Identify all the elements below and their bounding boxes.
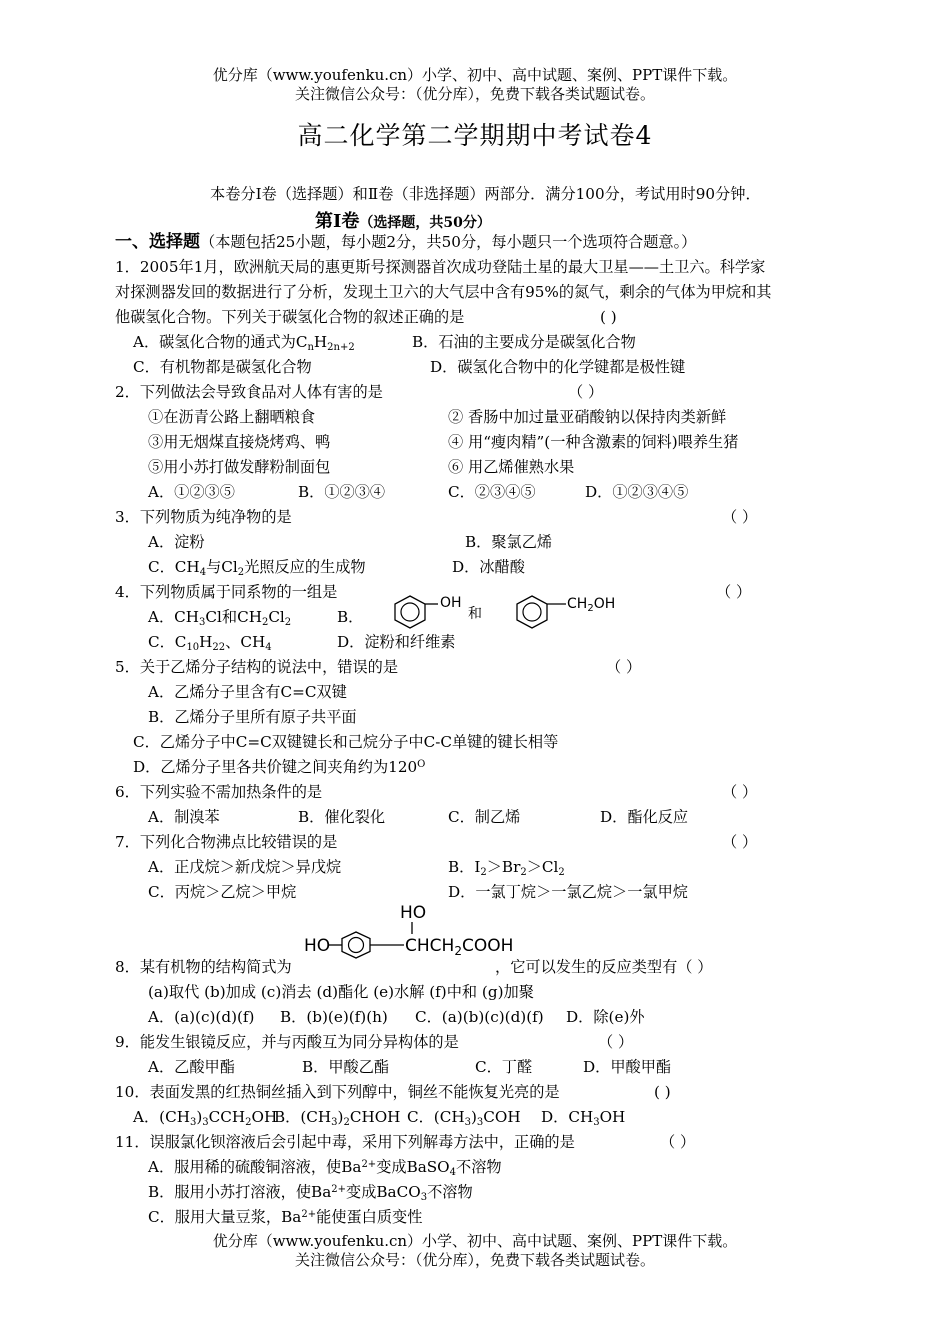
section-1-desc: （本题包括25小题，每小题2分，共50分，每小题只一个选项符合题意。） xyxy=(200,233,697,251)
q6-option-a: A．制溴苯 xyxy=(148,808,220,826)
q8-benzene-ring xyxy=(342,932,370,958)
q4-stem: 4．下列物质属于同系物的一组是 xyxy=(115,583,338,601)
q2-item-6: ⑥ 用乙烯催熟水果 xyxy=(448,458,575,476)
q2-option-a: A．①②③⑤ xyxy=(148,483,235,501)
q1-stem-line-3: 他碳氢化合物。下列关于碳氢化合物的叙述正确的是 xyxy=(115,308,465,326)
q9-stem: 9．能发生银镜反应，并与丙酸互为同分异构体的是 xyxy=(115,1033,459,1051)
q2-item-1: ①在沥青公路上翻晒粮食 xyxy=(148,408,316,426)
q9-answer-paren: （ ） xyxy=(598,1033,634,1051)
q11-option-b: B．服用小苏打溶液，使$Ba^{2+}$变成BaCO$_3$不溶物 xyxy=(148,1183,473,1203)
q5-stem: 5．关于乙烯分子结构的说法中，错误的是 xyxy=(115,658,399,676)
q10-answer-paren: ( ) xyxy=(654,1083,671,1101)
q7-answer-paren: （ ） xyxy=(722,833,758,851)
part-1-note: （选择题，共50分） xyxy=(359,215,491,231)
q4-option-a: A．$CH_3Cl$和$CH_2Cl_2$ xyxy=(148,608,292,628)
q8-option-c: C．(a)(b)(c)(d)(f) xyxy=(415,1008,544,1026)
q7-option-d: D．一氯丁烷＞一氯乙烷＞一氯甲烷 xyxy=(448,883,688,901)
q8-ho-top-label: HO xyxy=(400,903,427,923)
q9-option-b: B．甲酸乙酯 xyxy=(302,1058,390,1076)
header-line-1: 优分库（www.youfenku.cn）小学、初中、高中试题、案例、PPT课件下载。 xyxy=(212,66,738,84)
q1-option-d: D．碳氢化合物中的化学键都是极性键 xyxy=(430,358,686,376)
q11-option-c: C．服用大量豆浆，$Ba^{2+}$能使蛋白质变性 xyxy=(148,1208,423,1226)
q10-option-b: B．$(CH_3)_2CHOH$ xyxy=(274,1108,401,1128)
q8-ho-left-label: HO xyxy=(304,936,331,956)
q1-option-c: C．有机物都是碳氢化合物 xyxy=(133,358,312,376)
footer-line-2: 关注微信公众号：（优分库），免费下载各类试题试卷。 xyxy=(294,1251,655,1269)
q3-option-a: A．淀粉 xyxy=(148,533,205,551)
part-1-heading xyxy=(315,207,491,233)
q7-option-a: A．正戊烷＞新戊烷＞异戊烷 xyxy=(148,858,342,876)
q5-option-a: A．乙烯分子里含有C=C双键 xyxy=(148,683,347,701)
q9-option-d: D．甲酸甲酯 xyxy=(583,1058,672,1076)
section-1-label: 一、选择题 xyxy=(115,232,200,252)
phenol-structure xyxy=(395,595,462,628)
q6-option-c: C．制乙烯 xyxy=(448,808,521,826)
q4-structures-figure xyxy=(380,588,640,636)
q5-option-c: C．乙烯分子中C=C双键键长和己烷分子中C-C单键的键长相等 xyxy=(133,733,559,751)
footer-line-1: 优分库（www.youfenku.cn）小学、初中、高中试题、案例、PPT课件下载。 xyxy=(212,1232,738,1250)
q10-option-d: D．$CH_3OH$ xyxy=(541,1108,626,1128)
q2-item-5: ⑤用小苏打做发酵粉制面包 xyxy=(148,458,331,476)
q3-stem: 3．下列物质为纯净物的是 xyxy=(115,508,292,526)
part-1-label: 第Ⅰ卷 xyxy=(315,211,360,232)
q6-option-d: D．酯化反应 xyxy=(600,808,689,826)
q10-option-a: A．$(CH_3)_3CCH_2OH$ xyxy=(133,1108,278,1128)
q2-answer-paren: （ ） xyxy=(568,383,604,401)
page-title: 高二化学第二学期期中考试卷4 xyxy=(297,121,653,150)
q8-stem: 8．某有机物的结构简式为 xyxy=(115,958,292,976)
benzyl-alcohol-structure xyxy=(517,596,615,628)
phenol-oh-label: OH xyxy=(440,595,462,611)
q8-stem-tail: ，它可以发生的反应类型有（ ） xyxy=(495,958,713,976)
q2-item-2: ② 香肠中加过量亚硝酸钠以保持肉类新鲜 xyxy=(448,408,727,426)
q2-option-d: D．①②③④⑤ xyxy=(585,483,689,501)
q3-option-b: B．聚氯乙烯 xyxy=(465,533,553,551)
q11-option-a: A．服用稀的硫酸铜溶液，使$Ba^{2+}$变成BaSO$_4$不溶物 xyxy=(148,1158,502,1178)
q5-option-b: B．乙烯分子里所有原子共平面 xyxy=(148,708,357,726)
q9-option-a: A．乙酸甲酯 xyxy=(148,1058,235,1076)
q1-answer-paren: ( ) xyxy=(600,308,617,326)
q2-stem: 2．下列做法会导致食品对人体有害的是 xyxy=(115,383,383,401)
q1-stem-line-1: 1．2005年1月，欧洲航天局的惠更斯号探测器首次成功登陆土星的最大卫星——土卫六。科学家 xyxy=(115,258,766,276)
q10-stem: 10．表面发黑的红热铜丝插入到下列醇中，铜丝不能恢复光亮的是 xyxy=(115,1083,560,1101)
q3-answer-paren: （ ） xyxy=(722,508,758,526)
q4-option-c: C．$C_{10}H_{22}$、$CH_4$ xyxy=(148,633,272,653)
q8-reaction-types: (a)取代 (b)加成 (c)消去 (d)酯化 (e)水解 (f)中和 (g)加聚 xyxy=(148,983,534,1001)
q7-option-c: C．丙烷＞乙烷＞甲烷 xyxy=(148,883,297,901)
q2-option-b: B．①②③④ xyxy=(298,483,386,501)
q9-option-c: C．丁醛 xyxy=(475,1058,533,1076)
q6-answer-paren: （ ） xyxy=(722,783,758,801)
q5-option-d: D．乙烯分子里各共价键之间夹角约为$120^O$ xyxy=(133,758,426,776)
q4-answer-paren: （ ） xyxy=(716,583,752,601)
q7-option-b: B．$I_2>Br_2>Cl_2$ xyxy=(448,858,565,878)
q4-option-d: D．淀粉和纤维素 xyxy=(337,633,456,651)
benzyl-ch2oh-label: $CH_2OH$ xyxy=(567,596,616,614)
q7-stem: 7．下列化合物沸点比较错误的是 xyxy=(115,833,338,851)
q11-answer-paren: （ ） xyxy=(660,1133,696,1151)
q8-option-a: A．(a)(c)(d)(f) xyxy=(148,1008,255,1026)
q4-and-label: 和 xyxy=(468,606,482,622)
q3-option-c: C．$CH_4$与$Cl_2$光照反应的生成物 xyxy=(148,558,366,578)
q6-stem: 6．下列实验不需加热条件的是 xyxy=(115,783,323,801)
q1-option-b: B．石油的主要成分是碳氢化合物 xyxy=(412,333,636,351)
q8-option-b: B．(b)(e)(f)(h) xyxy=(280,1008,388,1026)
q8-option-d: D．除(e)外 xyxy=(566,1008,645,1026)
q2-item-4: ④ 用“瘦肉精”(一种含激素的饲料)喂养生猪 xyxy=(448,433,739,451)
q8-chain-label: $CHCH_2COOH$ xyxy=(405,936,514,958)
exam-intro: 本卷分Ⅰ卷（选择题）和Ⅱ卷（非选择题）两部分．满分100分，考试用时90分钟． xyxy=(210,185,761,203)
header-line-2: 关注微信公众号：（优分库），免费下载各类试题试卷。 xyxy=(294,85,655,103)
q1-stem-line-2: 对探测器发回的数据进行了分析，发现土卫六的大气层中含有95%的氮气，剩余的气体为甲烷和其 xyxy=(115,283,772,301)
q10-option-c: C．$(CH_3)_3COH$ xyxy=(407,1108,521,1128)
q6-option-b: B．催化裂化 xyxy=(298,808,386,826)
q11-stem: 11．误服氯化钡溶液后会引起中毒，采用下列解毒方法中，正确的是 xyxy=(115,1133,575,1151)
q3-option-d: D．冰醋酸 xyxy=(452,558,525,576)
q5-answer-paren: （ ） xyxy=(606,658,642,676)
q2-option-c: C．②③④⑤ xyxy=(448,483,536,501)
q4-option-b-label: B． xyxy=(337,608,364,626)
q1-option-a: A．碳氢化合物的通式为$C_nH_{2n+2}$ xyxy=(133,333,355,353)
q8-structure-figure xyxy=(300,898,514,962)
section-1-heading xyxy=(115,232,696,252)
q2-item-3: ③用无烟煤直接烧烤鸡、鸭 xyxy=(148,433,331,451)
